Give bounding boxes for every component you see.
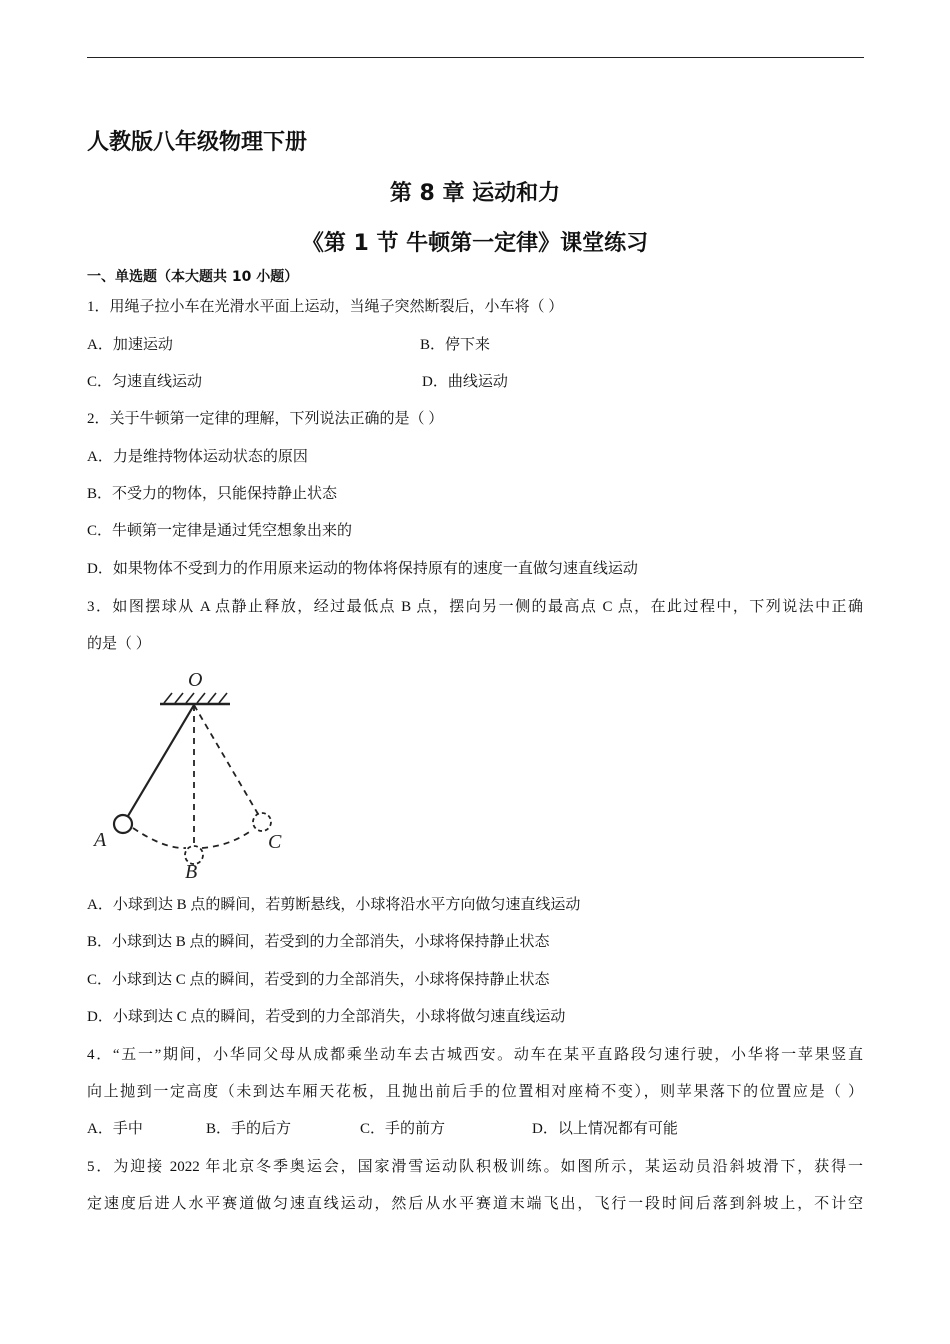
ball-c xyxy=(253,813,271,831)
q3-option-d: D．小球到达 C 点的瞬间，若受到的力全部消失，小球将做匀速直线运动 xyxy=(87,1009,566,1025)
header-rule xyxy=(87,57,864,58)
question-4-stem-line-2: 向上抛到一定高度（未到达车厢天花板，且抛出前后手的位置相对座椅不变），则苹果落下的位置应是（ ） xyxy=(87,1084,863,1100)
q4-option-a: A．手中 xyxy=(87,1121,143,1137)
label-a: A xyxy=(94,829,107,851)
q1-option-c: C．匀速直线运动 xyxy=(87,374,203,390)
pendulum-figure xyxy=(90,664,300,880)
book-title: 人教版八年级物理下册 xyxy=(87,130,308,155)
q1-option-d: D．曲线运动 xyxy=(422,374,508,390)
question-3-stem-line-1: 3．如图摆球从 A 点静止释放，经过最低点 B 点，摆向另一侧的最高点 C 点，在此过程中，下列说法中正确 xyxy=(87,599,863,615)
section-heading: 一、单选题（本大题共 10 小题） xyxy=(87,269,299,285)
question-2-stem: 2．关于牛顿第一定律的理解，下列说法正确的是（ ） xyxy=(87,411,444,427)
chapter-title: 第 8 章 运动和力 xyxy=(389,181,561,206)
pivot-label-o: O xyxy=(188,669,203,691)
lesson-title: 《第 1 节 牛顿第一定律》课堂练习 xyxy=(301,231,649,256)
q2-option-d: D．如果物体不受到力的作用原来运动的物体将保持原有的速度一直做匀速直线运动 xyxy=(87,561,638,577)
q3-option-a: A．小球到达 B 点的瞬间，若剪断悬线，小球将沿水平方向做匀速直线运动 xyxy=(87,897,581,913)
question-5-stem-line-2: 定速度后进人水平赛道做匀速直线运动，然后从水平赛道末端飞出，飞行一段时间后落到斜坡上，不计空 xyxy=(87,1196,863,1212)
q3-option-b: B．小球到达 B 点的瞬间，若受到的力全部消失，小球将保持静止状态 xyxy=(87,934,550,950)
question-1-stem: 1．用绳子拉小车在光滑水平面上运动，当绳子突然断裂后，小车将（ ） xyxy=(87,299,564,315)
arc-path-right xyxy=(202,830,252,848)
ceiling-hatch xyxy=(164,693,227,703)
pendulum-string xyxy=(128,705,194,816)
dashed-string-c xyxy=(194,705,258,814)
q2-option-b: B．不受力的物体，只能保持静止状态 xyxy=(87,486,338,502)
label-c: C xyxy=(268,831,282,853)
q1-option-a: A．加速运动 xyxy=(87,337,173,353)
question-5-stem-line-1: 5．为迎接 2022 年北京冬季奥运会，国家滑雪运动队积极训练。如图所示，某运动员沿斜坡滑下，获得一 xyxy=(87,1159,863,1175)
q2-option-c: C．牛顿第一定律是通过凭空想象出来的 xyxy=(87,523,353,539)
q4-option-d: D．以上情况都有可能 xyxy=(532,1121,678,1137)
arc-path-left xyxy=(133,828,186,848)
question-4-stem-line-1: 4．“五一”期间，小华同父母从成都乘坐动车去古城西安。动车在某平直路段匀速行驶，小华将一苹果竖直 xyxy=(87,1047,863,1063)
q3-option-c: C．小球到达 C 点的瞬间，若受到的力全部消失，小球将保持静止状态 xyxy=(87,972,550,988)
q2-option-a: A．力是维持物体运动状态的原因 xyxy=(87,449,308,465)
q4-option-b: B．手的后方 xyxy=(206,1121,292,1137)
question-3-stem-line-2: 的是（ ） xyxy=(87,636,151,652)
label-b: B xyxy=(185,861,198,880)
q1-option-b: B．停下来 xyxy=(420,337,491,353)
ball-a xyxy=(114,815,132,833)
q4-option-c: C．手的前方 xyxy=(360,1121,446,1137)
